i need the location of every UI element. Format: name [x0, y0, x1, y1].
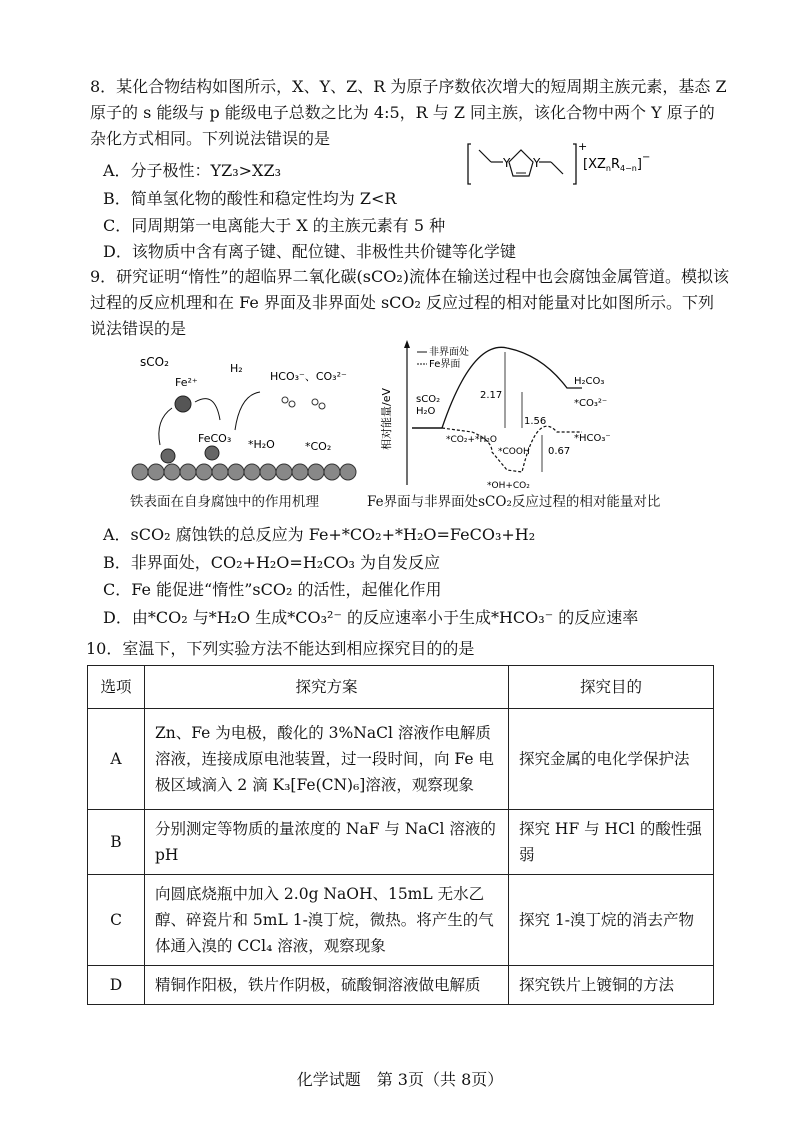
label-co2: *CO₂ — [305, 440, 332, 453]
legend-non-interface: 非界面处 — [429, 347, 469, 358]
q9-stem: 9．研究证明“惰性”的超临界二氧化碳(sCO₂)流体在输送过程中也会腐蚀金属管道。模拟该过程的反应机理和在 Fe 界面及非界面处 sCO₂ 反应过程的相对能量对比如图所示。下列说法错误的是 — [90, 267, 730, 338]
table-row — [88, 709, 714, 810]
table-header-row — [88, 666, 714, 709]
row-b-goal: 探究 HF 与 HCl 的酸性强弱 — [509, 810, 714, 875]
q8-structure-figure — [465, 140, 665, 188]
label-hco3: HCO₃⁻、CO₃²⁻ — [270, 370, 347, 383]
row-b-option: B — [88, 810, 145, 875]
atom-y-right: Y — [533, 156, 541, 170]
label-co2-h2o: *CO₂+*H₂O — [446, 435, 497, 445]
label-h2: H₂ — [230, 362, 243, 375]
q9-energy-figure — [382, 340, 622, 495]
q8-option-d: D．该物质中含有离子键、配位键、非极性共价键等化学键 — [103, 242, 516, 261]
header-plan: 探究方案 — [145, 666, 509, 709]
row-c-option: C — [88, 875, 145, 966]
q8-stem: 8．某化合物结构如图所示，X、Y、Z、R 为原子序数依次增大的短周期主族元素，基态 Z 原子的 s 能级与 p 能级电子总数之比为 4:5，R 与 Z 同主族，该化合物中两个 Y 原子的杂化方式相同。下列说法错误的是 — [90, 77, 727, 148]
anion-formula: $[XZ_nR_{4-n}]^-$ — [583, 152, 651, 173]
q9-right-caption: Fe界面与非界面处sCO₂反应过程的相对能量对比 — [367, 494, 661, 510]
row-b-plan: 分别测定等物质的量浓度的 NaF 与 NaCl 溶液的 pH — [145, 810, 509, 875]
row-d-option: D — [88, 966, 145, 1005]
row-c-plan: 向圆底烧瓶中加入 2.0g NaOH、15mL 无水乙醇、碎瓷片和 5mL 1-溴丁烷，微热。将产生的气体通入溴的 CCl₄ 溶液，观察现象 — [145, 875, 509, 966]
label-feco3: FeCO₃ — [198, 432, 232, 445]
q8-option-b: B．简单氢化物的酸性和稳定性均为 Z<R — [103, 189, 397, 208]
label-oh-co2: *OH+CO₂ — [487, 481, 530, 491]
label-sco2: sCO₂ — [140, 355, 169, 369]
q8-option-a: A．分子极性：YZ₃>XZ₃ — [103, 161, 281, 180]
row-a-option: A — [88, 709, 145, 810]
legend-fe-interface: Fe界面 — [429, 359, 461, 370]
row-a-plan: Zn、Fe 为电极，酸化的 3%NaCl 溶液作电解质溶液，连接成原电池装置，过一段时间，向 Fe 电极区域滴入 2 滴 K₃[Fe(CN)₆]溶液，观察现象 — [145, 709, 509, 810]
start-sco2: sCO₂ — [416, 394, 441, 405]
label-cooh: *COOH — [498, 447, 530, 457]
q8-option-c: C．同周期第一电离能大于 X 的主族元素有 5 种 — [103, 216, 446, 235]
y-axis-label: 相对能量/eV — [380, 388, 393, 450]
start-h2o: H₂O — [416, 406, 436, 417]
page-footer: 化学试题 第 3页（共 8页） — [296, 1070, 504, 1089]
value-1-56: 1.56 — [524, 416, 547, 427]
label-hco3-star: *HCO₃⁻ — [574, 433, 611, 444]
value-0-67: 0.67 — [548, 446, 571, 457]
row-d-plan: 精铜作阳极，铁片作阴极，硫酸铜溶液做电解质 — [145, 966, 509, 1005]
atom-y-left: Y — [503, 156, 511, 170]
label-h2co3: H₂CO₃ — [574, 376, 605, 387]
row-d-goal: 探究铁片上镀铜的方法 — [509, 966, 714, 1005]
label-co3: *CO₃²⁻ — [574, 398, 608, 409]
q9-option-c: C．Fe 能促进“惰性”sCO₂ 的活性，起催化作用 — [103, 580, 442, 599]
header-goal: 探究目的 — [509, 666, 714, 709]
q9-option-a: A．sCO₂ 腐蚀铁的总反应为 Fe+*CO₂+*H₂O=FeCO₃+H₂ — [103, 525, 536, 544]
header-option: 选项 — [88, 666, 145, 709]
q9-option-d: D．由*CO₂ 与*H₂O 生成*CO₃²⁻ 的反应速率小于生成*HCO₃⁻ 的反应速率 — [103, 608, 639, 627]
q10-table — [87, 665, 714, 1005]
table-row — [88, 966, 714, 1005]
q9-mechanism-figure — [120, 350, 370, 490]
table-row — [88, 875, 714, 966]
label-h2o: *H₂O — [248, 438, 275, 451]
q10-stem: 10．室温下，下列实验方法不能达到相应探究目的的是 — [86, 639, 475, 658]
table-row — [88, 810, 714, 875]
value-2-17: 2.17 — [480, 390, 503, 401]
row-c-goal: 探究 1-溴丁烷的消去产物 — [509, 875, 714, 966]
q9-left-caption: 铁表面在自身腐蚀中的作用机理 — [130, 494, 319, 510]
cation-charge: + — [578, 140, 588, 153]
q9-option-b: B．非界面处，CO₂+H₂O=H₂CO₃ 为自发反应 — [103, 553, 441, 572]
iron-surface-atoms — [132, 464, 356, 480]
row-a-goal: 探究金属的电化学保护法 — [509, 709, 714, 810]
label-fe2: Fe²⁺ — [175, 376, 198, 389]
